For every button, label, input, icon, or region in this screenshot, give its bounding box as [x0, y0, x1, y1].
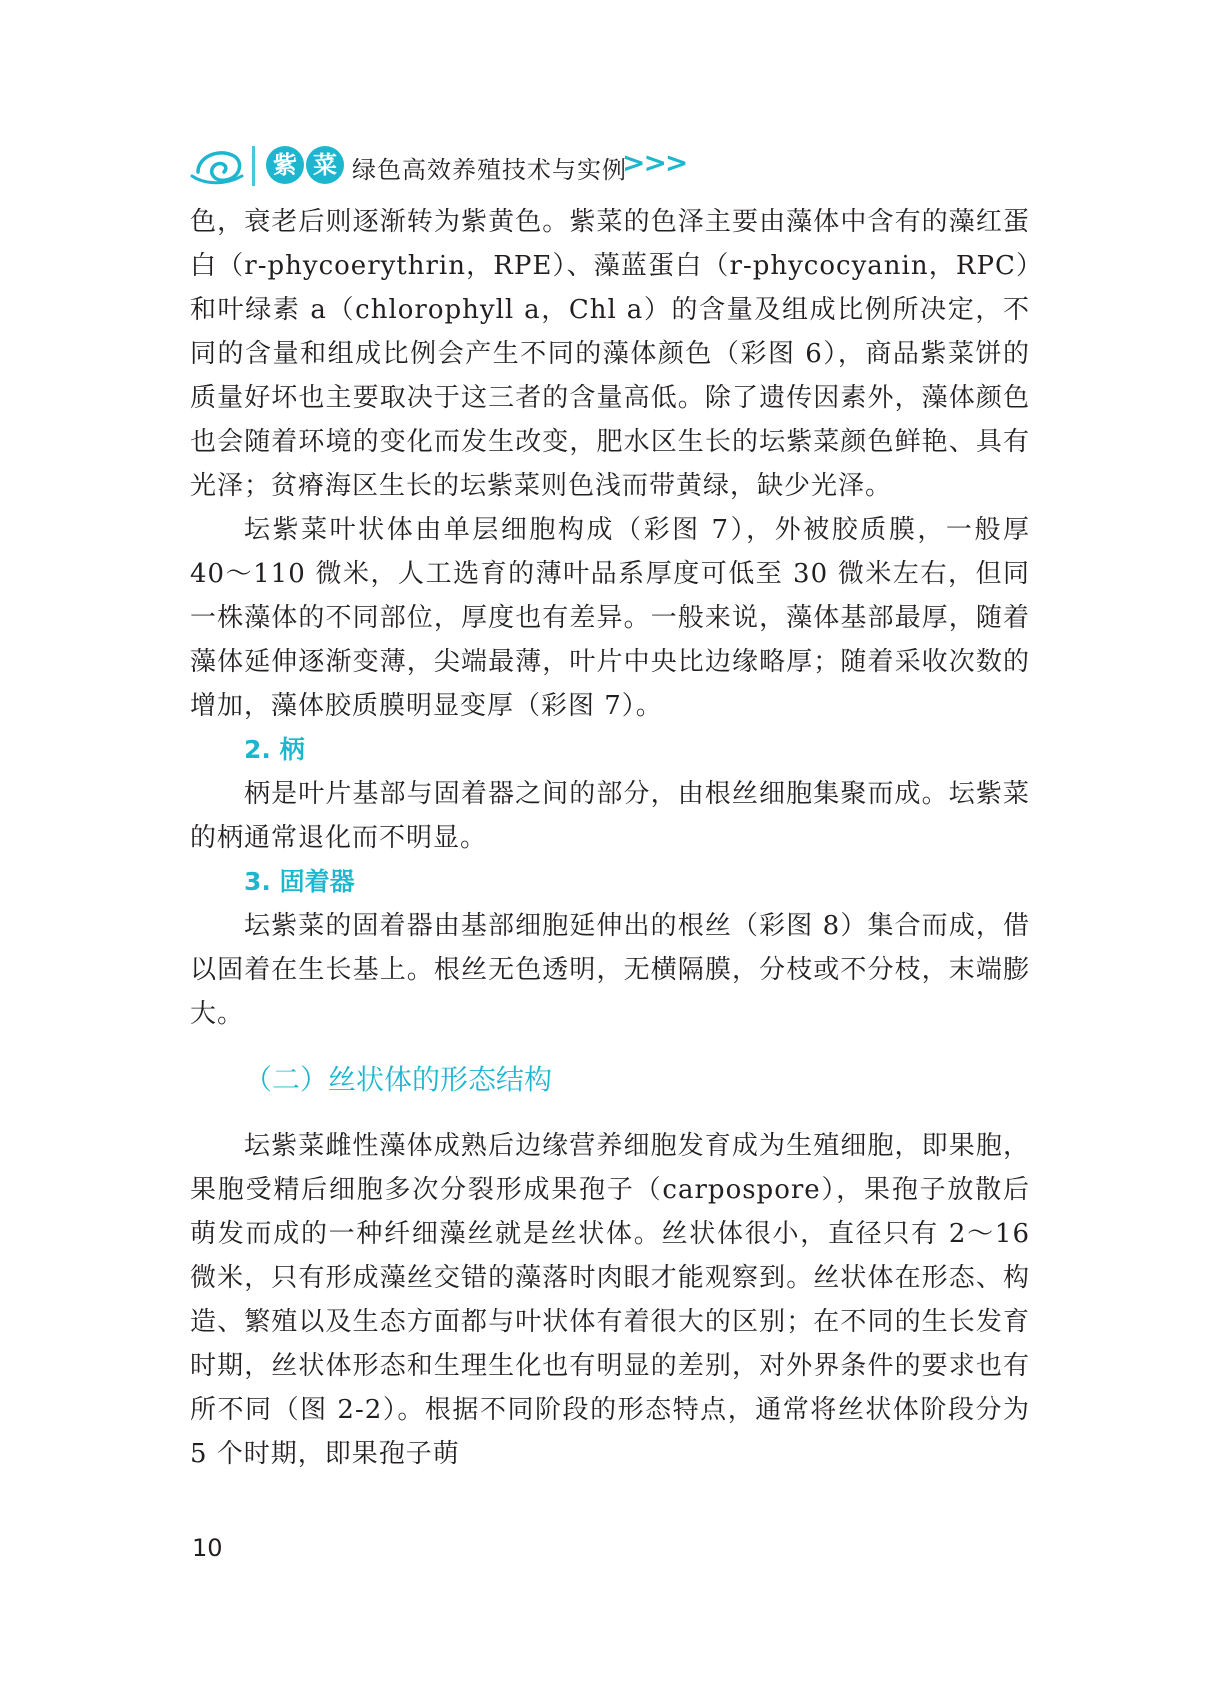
running-header	[190, 140, 790, 190]
book-title: 绿色高效养殖技术与实例	[352, 156, 627, 184]
heading-holdfast: 3. 固着器	[244, 867, 355, 896]
paragraph-color: 色，衰老后则逐渐转为紫黄色。紫菜的色泽主要由藻体中含有的藻红蛋白（r-phycoerythrin，RPE）、藻蓝蛋白（r-phycocyanin，RPC）和叶绿素 a（chlorophyll a，Chl a）的含量及组成比例所决定，不同的含量和组成比例会产生不同的藻体颜色（彩图 6），商品紫菜饼的质量好坏也主要取决于这三者的含量高低。除了遗传因素外，藻体颜色也会随着环境的变化而发生改变，肥水区生长的坛紫菜颜色鲜艳、具有光泽；贫瘠海区生长的坛紫菜则色浅而带黄绿，缺少光泽。	[190, 207, 1030, 501]
spiral-logo-icon	[190, 140, 246, 190]
header-arrows: >>>	[622, 146, 687, 179]
page-number: 10	[192, 1534, 223, 1562]
paragraph-thallus-structure: 坛紫菜叶状体由单层细胞构成（彩图 7），外被胶质膜，一般厚 40～110 微米，人工选育的薄叶品系厚度可低至 30 微米左右，但同一株藻体的不同部位，厚度也有差异。一般来说，藻体基部最厚，随着藻体延伸逐渐变薄，尖端最薄，叶片中央比边缘略厚；随着采收次数的增加，藻体胶质膜明显变厚（彩图 7）。	[190, 515, 1030, 721]
heading-stalk: 2. 柄	[244, 735, 305, 764]
paragraph-stalk: 柄是叶片基部与固着器之间的部分，由根丝细胞集聚而成。坛紫菜的柄通常退化而不明显。	[190, 779, 1030, 853]
paragraph-conchocelis: 坛紫菜雌性藻体成熟后边缘营养细胞发育成为生殖细胞，即果胞，果胞受精后细胞多次分裂形成果孢子（carpospore），果孢子放散后萌发而成的一种纤细藻丝就是丝状体。丝状体很小，直径只有 2～16 微米，只有形成藻丝交错的藻落时肉眼才能观察到。丝状体在形态、构造、繁殖以及生态方面都与叶状体有着很大的区别；在不同的生长发育时期，丝状体形态和生理生化也有明显的差别，对外界条件的要求也有所不同（图 2-2）。根据不同阶段的形态特点，通常将丝状体阶段分为 5 个时期，即果孢子萌	[190, 1131, 1030, 1469]
header-badge-cai: 菜	[306, 146, 344, 184]
header-divider	[252, 146, 255, 186]
paragraph-holdfast: 坛紫菜的固着器由基部细胞延伸出的根丝（彩图 8）集合而成，借以固着在生长基上。根丝无色透明，无横隔膜，分枝或不分枝，末端膨大。	[190, 911, 1030, 1029]
section-heading-conchocelis: （二）丝状体的形态结构	[244, 1063, 553, 1096]
page-body	[190, 200, 1030, 1476]
header-badge-zi: 紫	[266, 146, 304, 184]
